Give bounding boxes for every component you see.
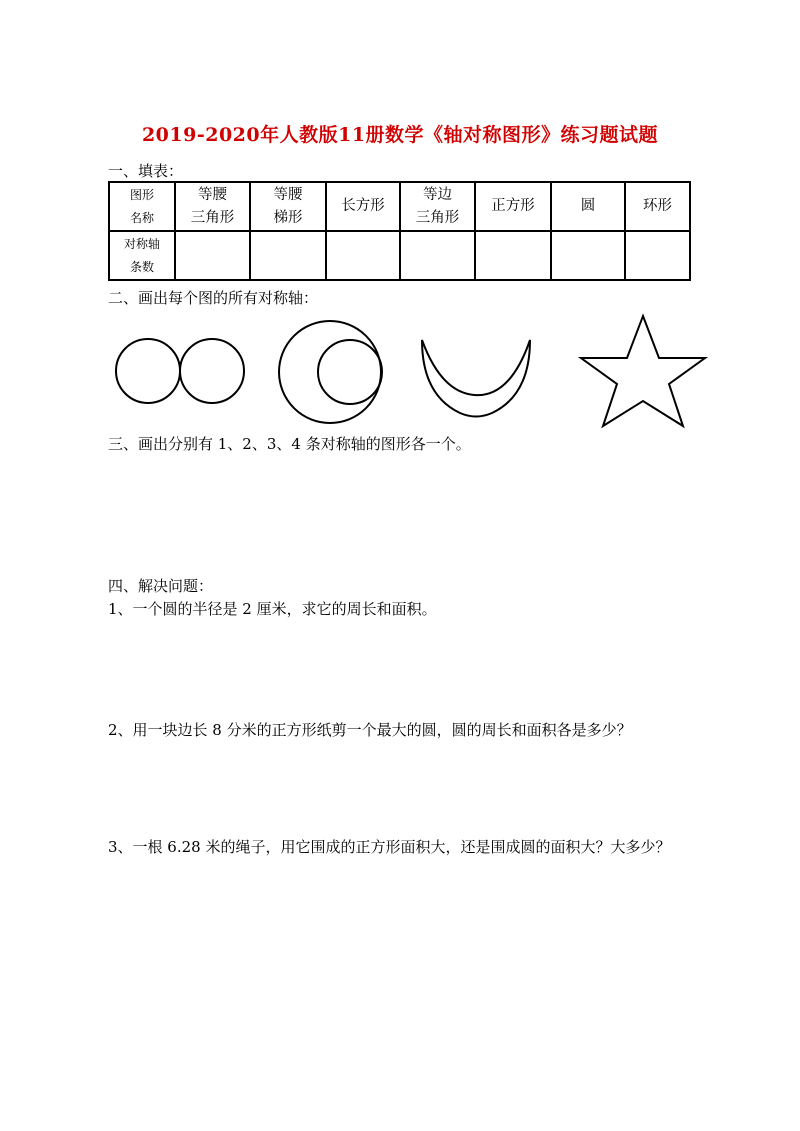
- two-circles-shape: [116, 339, 244, 403]
- section-4-heading: 四、解决问题：: [108, 577, 214, 595]
- table-cell-header: 等腰 梯形: [250, 182, 326, 231]
- circle-in-circle-shape: [279, 321, 382, 423]
- table-header-row: [109, 182, 690, 231]
- section-2-heading: 二、画出每个图的所有对称轴：: [108, 289, 319, 307]
- problem-1: 1、一个圆的半径是 2 厘米，求它的周长和面积。: [108, 600, 437, 618]
- star-shape: [581, 316, 705, 426]
- table-cell-header: 正方形: [475, 182, 551, 231]
- table-answer-cell[interactable]: [475, 231, 551, 280]
- section-3-heading: 三、画出分别有 1、2、3、4 条对称轴的图形各一个。: [108, 435, 471, 453]
- table-cell-header: 环形: [625, 182, 690, 231]
- table-cell-label: 对称轴 条数: [109, 231, 175, 280]
- problem-3: 3、一根 6.28 米的绳子，用它围成的正方形面积大，还是围成圆的面积大？大多少？: [108, 838, 671, 856]
- table-cell-header: 圆: [551, 182, 625, 231]
- crescent-shape: [422, 340, 530, 417]
- table-cell-header: 图形 名称: [109, 182, 175, 231]
- table-answer-cell[interactable]: [175, 231, 250, 280]
- fill-table: [108, 181, 691, 281]
- table-answer-cell[interactable]: [400, 231, 475, 280]
- shapes-figure: [0, 300, 800, 430]
- page-title: 2019-2020年人教版11册数学《轴对称图形》练习题试题: [141, 124, 659, 146]
- table-answer-row: [109, 231, 690, 280]
- table-cell-header: 长方形: [326, 182, 400, 231]
- table-cell-header: 等腰 三角形: [175, 182, 250, 231]
- table-answer-cell[interactable]: [326, 231, 400, 280]
- table-answer-cell[interactable]: [250, 231, 326, 280]
- table-cell-header: 等边 三角形: [400, 182, 475, 231]
- table-answer-cell[interactable]: [625, 231, 690, 280]
- problem-2: 2、用一块边长 8 分米的正方形纸剪一个最大的圆，圆的周长和面积各是多少？: [108, 721, 632, 739]
- table-answer-cell[interactable]: [551, 231, 625, 280]
- section-1-heading: 一、填表：: [108, 162, 184, 180]
